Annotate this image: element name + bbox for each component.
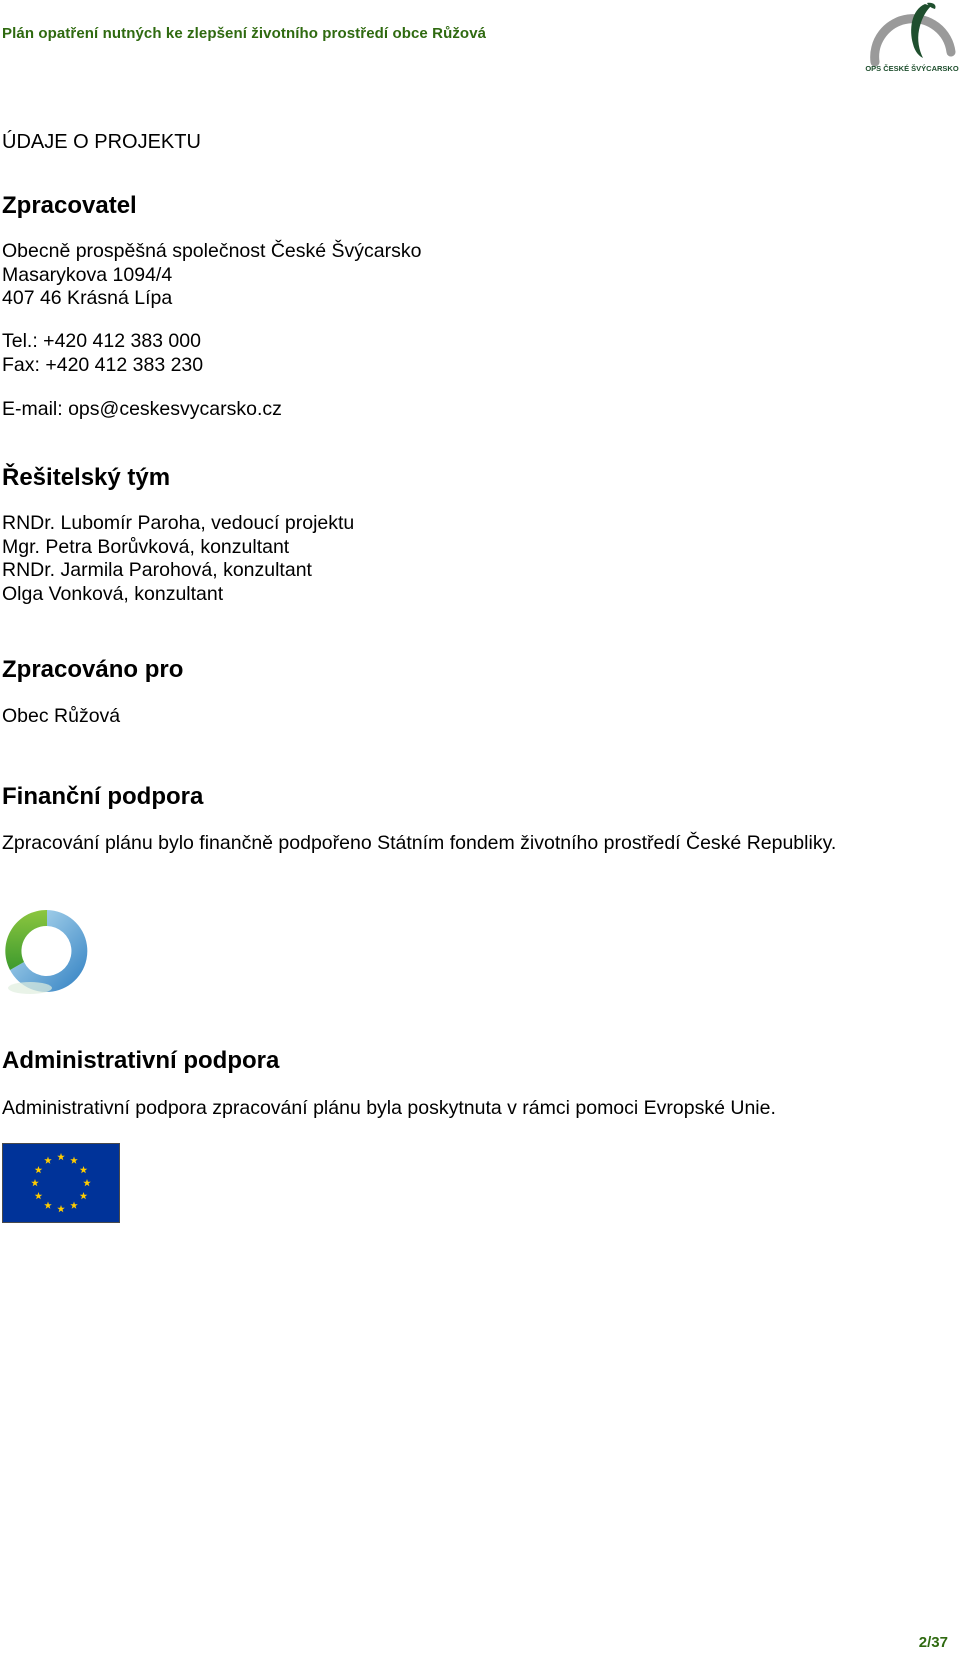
fax-line: Fax: +420 412 383 230 (2, 353, 204, 376)
zpracovatel-address (2, 240, 421, 311)
zpracovatel-heading: Zpracovatel (2, 192, 137, 219)
address-line: 407 46 Krásná Lípa (2, 287, 173, 309)
address-line: Masarykova 1094/4 (2, 263, 173, 286)
eu-flag (2, 1143, 120, 1223)
page-number: 2/37 (918, 1634, 948, 1651)
financial-text (2, 832, 836, 856)
sfzp-logo (0, 904, 94, 998)
financial-heading: Finanční podpora (2, 783, 204, 810)
ops-logo-text: OPS ČESKÉ ŠVÝCARSKO (865, 64, 959, 73)
client-heading: Zpracováno pro (2, 656, 184, 683)
zpracovatel-email (2, 398, 282, 422)
client-text (2, 705, 120, 729)
admin-heading: Administrativní podpora (2, 1047, 280, 1074)
email-line: E-mail: ops@ceskesvycarsko.cz (2, 398, 282, 420)
phone-line: Tel.: +420 412 383 000 (2, 330, 201, 352)
team-member: RNDr. Jarmila Parohová, konzultant (2, 559, 312, 581)
team-member: Mgr. Petra Borůvková, konzultant (2, 535, 290, 558)
team-heading: Řešitelský tým (2, 464, 171, 491)
address-line: Obecně prospěšná společnost České Švýcarsko (2, 240, 422, 262)
section-label: ÚDAJE O PROJEKTU (2, 131, 201, 153)
team-member: RNDr. Lubomír Paroha, vedoucí projektu (2, 512, 355, 534)
zpracovatel-phone (2, 330, 203, 377)
team-member: Olga Vonková, konzultant (2, 582, 224, 605)
document-title: Plán opatření nutných ke zlepšení životního prostředí obce Růžová (2, 25, 487, 42)
admin-text (2, 1097, 776, 1121)
admin-paragraph: Administrativní podpora zpracování plánu byla poskytnuta v rámci pomoci Evropské Unie. (2, 1097, 776, 1119)
ops-ceske-svycarsko-logo (865, 0, 960, 76)
client-name: Obec Růžová (2, 705, 121, 727)
financial-paragraph: Zpracování plánu bylo finančně podpořeno Státním fondem životního prostředí České Republiky. (2, 832, 837, 854)
team-members (2, 512, 354, 606)
